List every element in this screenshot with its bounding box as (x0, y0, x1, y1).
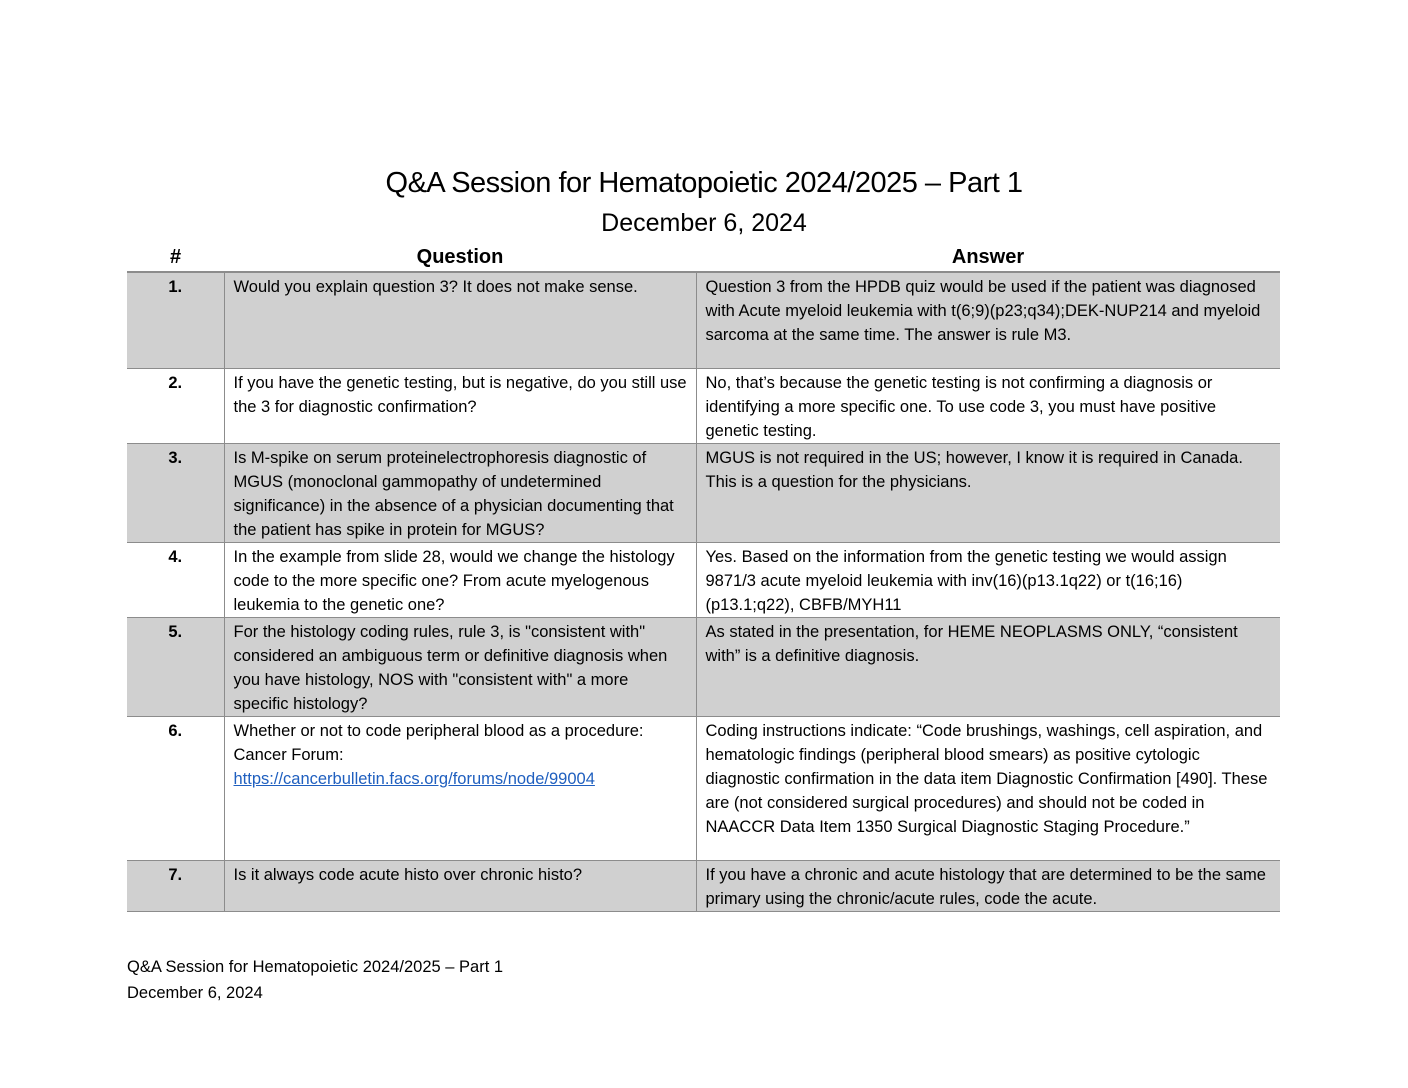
row-answer: As stated in the presentation, for HEME NEOPLASMS ONLY, “consistent with” is a definitive diagnosis. (696, 617, 1280, 716)
row-answer: Question 3 from the HPDB quiz would be used if the patient was diagnosed with Acute myeloid leukemia with t(6;9)(p23;q34);DEK-NUP214 and myeloid sarcoma at the same time. The answer is rule M3. (696, 272, 1280, 368)
header-question: Question (224, 244, 696, 272)
row-answer: Coding instructions indicate: “Code brushings, washings, cell aspiration, and hematologic findings (peripheral blood smears) as positive cytologic diagnostic confirmation in the data item Diagnostic Confirmation [490]. These are (not considered surgical procedures) and should not be coded in NAACCR Data Item 1350 Surgical Diagnostic Staging Procedure.” (696, 716, 1280, 860)
table-row (127, 542, 1280, 617)
row-number: 3. (127, 443, 224, 542)
row-answer: Yes. Based on the information from the genetic testing we would assign 9871/3 acute myeloid leukemia with inv(16)(p13.1q22) or t(16;16) (p13.1;q22), CBFB/MYH11 (696, 542, 1280, 617)
row-question: If you have the genetic testing, but is negative, do you still use the 3 for diagnostic confirmation? (224, 368, 696, 443)
row-question: Is M-spike on serum proteinelectrophoresis diagnostic of MGUS (monoclonal gammopathy of undetermined significance) in the absence of a physician documenting that the patient has spike in protein for MGUS? (224, 443, 696, 542)
table-header-row (127, 244, 1280, 272)
qa-table (127, 244, 1280, 912)
row-number: 1. (127, 272, 224, 368)
table-row (127, 860, 1280, 911)
header-answer: Answer (696, 244, 1280, 272)
row-number: 6. (127, 716, 224, 860)
table-row (127, 443, 1280, 542)
row-answer: If you have a chronic and acute histology that are determined to be the same primary using the chronic/acute rules, code the acute. (696, 860, 1280, 911)
forum-link[interactable]: https://cancerbulletin.facs.org/forums/node/99004 (233, 769, 595, 788)
row-answer: MGUS is not required in the US; however, I know it is required in Canada. This is a question for the physicians. (696, 443, 1280, 542)
row-question: Is it always code acute histo over chronic histo? (224, 860, 696, 911)
row-question-cell (224, 716, 696, 860)
row-number: 4. (127, 542, 224, 617)
page-footer (127, 954, 503, 1006)
row-question: Whether or not to code peripheral blood as a procedure: Cancer Forum: (233, 721, 644, 764)
table-row (127, 368, 1280, 443)
table-row (127, 617, 1280, 716)
footer-date: December 6, 2024 (127, 984, 263, 1002)
table-row (127, 272, 1280, 368)
row-number: 5. (127, 617, 224, 716)
row-question: Would you explain question 3? It does not make sense. (224, 272, 696, 368)
footer-title: Q&A Session for Hematopoietic 2024/2025 – Part 1 (127, 958, 504, 976)
header-number: # (127, 244, 224, 272)
row-question: In the example from slide 28, would we change the histology code to the more specific one? From acute myelogenous leukemia to the genetic one? (224, 542, 696, 617)
row-question: For the histology coding rules, rule 3, is "consistent with" considered an ambiguous term or definitive diagnosis when you have histology, NOS with "consistent with" a more specific histology? (224, 617, 696, 716)
table-row (127, 716, 1280, 860)
row-answer: No, that’s because the genetic testing is not confirming a diagnosis or identifying a more specific one. To use code 3, you must have positive genetic testing. (696, 368, 1280, 443)
page-title: Q&A Session for Hematopoietic 2024/2025 – Part 1 (385, 167, 1023, 199)
row-number: 2. (127, 368, 224, 443)
row-number: 7. (127, 860, 224, 911)
page-date: December 6, 2024 (601, 209, 807, 237)
